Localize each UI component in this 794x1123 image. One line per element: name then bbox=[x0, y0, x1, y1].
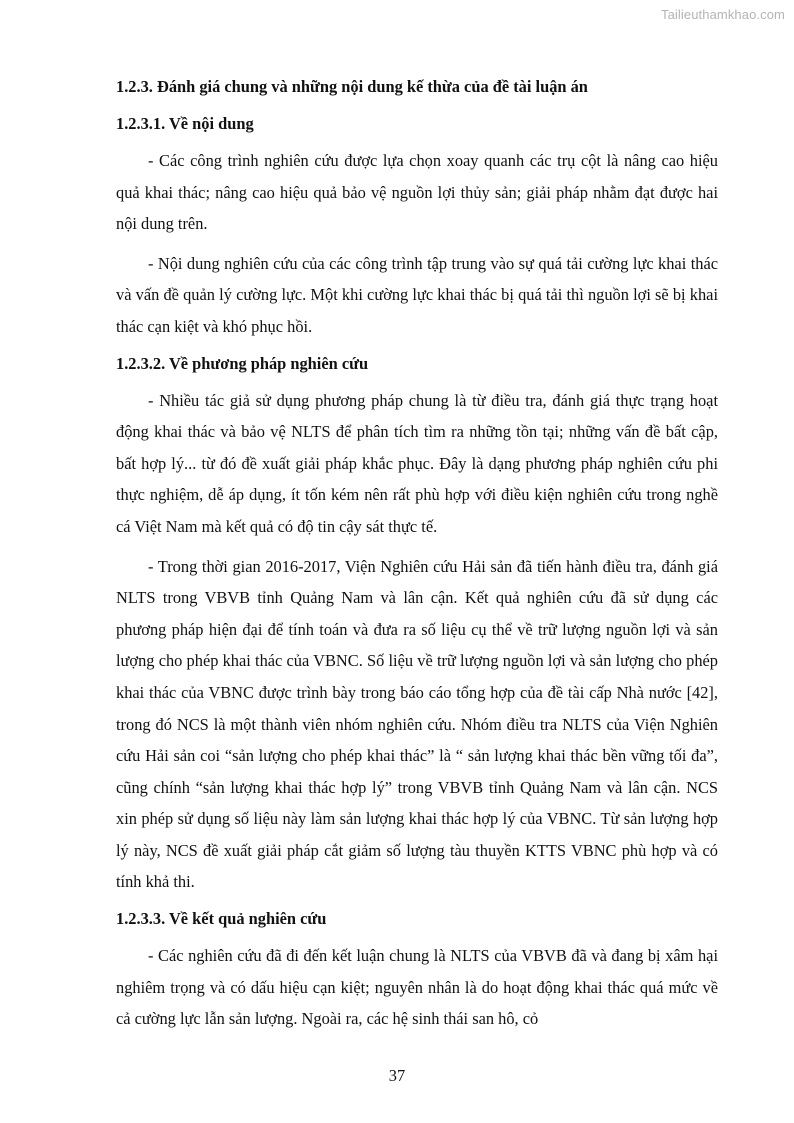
document-body bbox=[116, 74, 718, 1043]
subsection-heading-result: 1.2.3.3. Về kết quả nghiên cứu bbox=[116, 909, 327, 929]
paragraph-method-1: - Nhiều tác giả sử dụng phương pháp chung là từ điều tra, đánh giá thực trạng hoạt động khai thác và bảo vệ NLTS để phân tích tìm ra những tồn tại; những vấn đề bất cập, bất hợp lý... từ đó đề xuất giải pháp khắc phục. Đây là dạng phương pháp nghiên cứu phi thực nghiệm, dễ áp dụng, ít tốn kém nên rất phù hợp với điều kiện nghiên cứu trong nghề cá Việt Nam mà kết quả có độ tin cậy sát thực tế. bbox=[116, 390, 718, 536]
paragraph-method-2: - Trong thời gian 2016-2017, Viện Nghiên cứu Hải sản đã tiến hành điều tra, đánh giá NLTS trong VBVB tỉnh Quảng Nam và lân cận. Kết quả nghiên cứu đã sử dụng các phương pháp hiện đại để tính toán và đưa ra số liệu cụ thể về trữ lượng nguồn lợi và sản lượng cho phép khai thác của VBNC. Số liệu về trữ lượng nguồn lợi và sản lượng cho phép khai thác của VBNC được trình bày trong báo cáo tổng hợp của đề tài cấp Nhà nước [42], trong đó NCS là một thành viên nhóm nghiên cứu. Nhóm điều tra NLTS của Viện Nghiên cứu Hải sản coi “sản lượng cho phép khai thác” là “ sản lượng khai thác bền vững tối đa”, cũng chính “sản lượng khai thác hợp lý” trong VBVB tỉnh Quảng Nam và lân cận. NCS xin phép sử dụng số liệu này làm sản lượng khai thác hợp lý của VBNC. Từ sản lượng hợp lý này, NCS đề xuất giải pháp cắt giảm số lượng tàu thuyền KTTS VBNC phù hợp và có tính khả thi. bbox=[116, 556, 718, 892]
subsection-heading-content: 1.2.3.1. Về nội dung bbox=[116, 114, 254, 133]
paragraph-content-2: - Nội dung nghiên cứu của các công trình tập trung vào sự quá tải cường lực khai thác và vấn đề quản lý cường lực. Một khi cường lực khai thác bị quá tải thì nguồn lợi sẽ bị khai thác cạn kiệt và khó phục hồi. bbox=[116, 253, 718, 336]
paragraph-result-1: - Các nghiên cứu đã đi đến kết luận chung là NLTS của VBVB đã và đang bị xâm hại nghiêm trọng và có dấu hiệu cạn kiệt; nguyên nhân là do hoạt động khai thác quá mức về cả cường lực lẫn sản lượng. Ngoài ra, các hệ sinh thái san hô, cỏ bbox=[116, 946, 718, 1029]
subsection-heading-method: 1.2.3.2. Về phương pháp nghiên cứu bbox=[116, 353, 369, 373]
section-heading-1-2-3: 1.2.3. Đánh giá chung và những nội dung kế thừa của đề tài luận án bbox=[116, 77, 588, 96]
paragraph-content-1: - Các công trình nghiên cứu được lựa chọn xoay quanh các trụ cột là nâng cao hiệu quả khai thác; nâng cao hiệu quả bảo vệ nguồn lợi thủy sản; giải pháp nhằm đạt được hai nội dung trên. bbox=[116, 151, 718, 234]
watermark-text: Tailieuthamkhao.com bbox=[660, 7, 785, 22]
page-number: 37 bbox=[388, 1066, 406, 1085]
